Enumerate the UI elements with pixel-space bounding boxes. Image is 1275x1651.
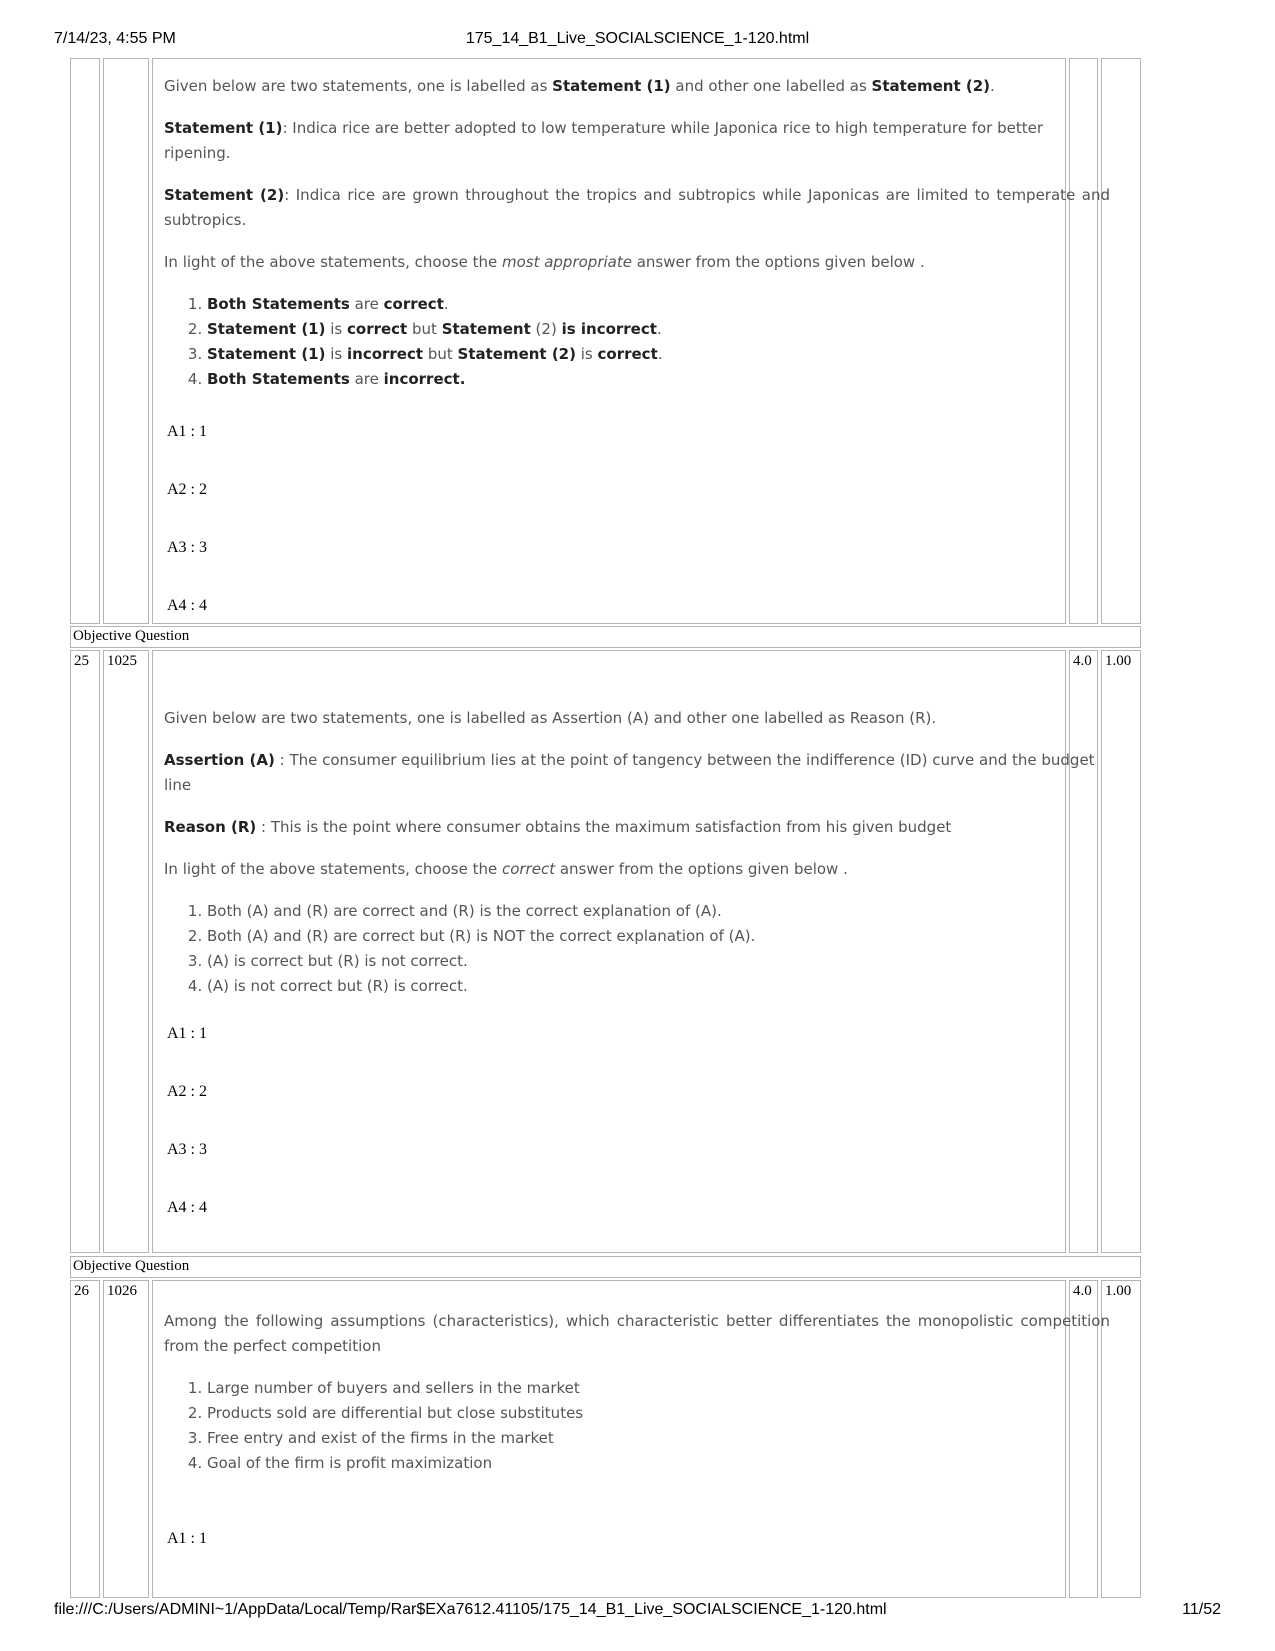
q26-option-4: 4. Goal of the firm is profit maximization (207, 1451, 1110, 1476)
q24-options (164, 292, 1110, 392)
q26-option-2: 2. Products sold are differential but close substitutes (207, 1401, 1110, 1426)
q25-type-label: Objective Question (70, 626, 1141, 648)
q24-sno-cell (70, 58, 100, 624)
q26-negative-marks: 1.00 (1101, 1280, 1141, 1598)
q24-answer-3: A3 : 3 (167, 539, 207, 556)
q26-answer-1: A1 : 1 (167, 1530, 207, 1547)
q25-assertion: Assertion (A) : The consumer equilibrium lies at the point of tangency between the indifference (ID) curve and the budget line (164, 751, 1095, 794)
q25-negative-marks: 1.00 (1101, 650, 1141, 1253)
q24-option-2: 2. Statement (1) is correct but Statement (2) is incorrect. (207, 317, 1110, 342)
q25-question (164, 706, 1110, 999)
q24-option-1: 1. Both Statements are correct. (207, 292, 1110, 317)
q25-answer-2: A2 : 2 (167, 1083, 207, 1100)
print-datetime: 7/14/23, 4:55 PM (54, 30, 176, 47)
q24-option-4: 4. Both Statements are incorrect. (207, 367, 1110, 392)
q24-option-3: 3. Statement (1) is incorrect but Statement (2) is correct. (207, 342, 1110, 367)
q26-question (164, 1309, 1110, 1476)
page-number: 11/52 (1182, 1601, 1221, 1618)
q25-option-4: 4. (A) is not correct but (R) is correct. (207, 974, 1110, 999)
q25-marks: 4.0 (1069, 650, 1098, 1253)
q26-option-1: 1. Large number of buyers and sellers in the market (207, 1376, 1110, 1401)
q25-question-id: 1025 (103, 650, 149, 1253)
q24-answer-1: A1 : 1 (167, 423, 207, 440)
q25-intro: Given below are two statements, one is labelled as Assertion (A) and other one labelled as Reason (R). (164, 709, 937, 727)
q25-serial-number: 25 (70, 650, 100, 1253)
q26-type-label: Objective Question (70, 1256, 1141, 1278)
q25-option-1: 1. Both (A) and (R) are correct and (R) is the correct explanation of (A). (207, 899, 1110, 924)
print-title: 175_14_B1_Live_SOCIALSCIENCE_1-120.html (465, 30, 810, 47)
q26-option-3: 3. Free entry and exist of the firms in the market (207, 1426, 1110, 1451)
q24-statement-1: Statement (1): Indica rice are better adopted to low temperature while Japonica rice to high temperature for better ripening. (164, 119, 1044, 162)
q26-question-text: Among the following assumptions (characteristics), which characteristic better differentiates the monopolistic competition from the perfect competition (164, 1312, 1110, 1355)
q26-marks: 4.0 (1069, 1280, 1098, 1598)
q25-instruction: In light of the above statements, choose the correct answer from the options given below . (164, 860, 848, 878)
q24-answer-4: A4 : 4 (167, 597, 207, 614)
q26-options (164, 1376, 1110, 1476)
q24-intro: Given below are two statements, one is labelled as Statement (1) and other one labelled as Statement (2). (164, 77, 995, 95)
q26-question-id: 1026 (103, 1280, 149, 1598)
q24-instruction: In light of the above statements, choose the most appropriate answer from the options given below . (164, 253, 925, 271)
q25-option-2: 2. Both (A) and (R) are correct but (R) is NOT the correct explanation of (A). (207, 924, 1110, 949)
q24-qid-cell (103, 58, 149, 624)
q25-answer-1: A1 : 1 (167, 1025, 207, 1042)
q26-serial-number: 26 (70, 1280, 100, 1598)
q24-question (164, 74, 1110, 392)
q24-statement-2: Statement (2): Indica rice are grown throughout the tropics and subtropics while Japonicas are limited to temperate and subtropics. (164, 186, 1110, 229)
q25-reason: Reason (R) : This is the point where consumer obtains the maximum satisfaction from his given budget (164, 818, 952, 836)
q24-answer-2: A2 : 2 (167, 481, 207, 498)
q25-options (164, 899, 1110, 999)
print-file-path: file:///C:/Users/ADMINI~1/AppData/Local/Temp/Rar$EXa7612.41105/175_14_B1_Live_SOCIALSCIENCE_1-120.html (54, 1601, 887, 1618)
q25-option-3: 3. (A) is correct but (R) is not correct. (207, 949, 1110, 974)
q25-answer-3: A3 : 3 (167, 1141, 207, 1158)
q25-answer-4: A4 : 4 (167, 1199, 207, 1216)
